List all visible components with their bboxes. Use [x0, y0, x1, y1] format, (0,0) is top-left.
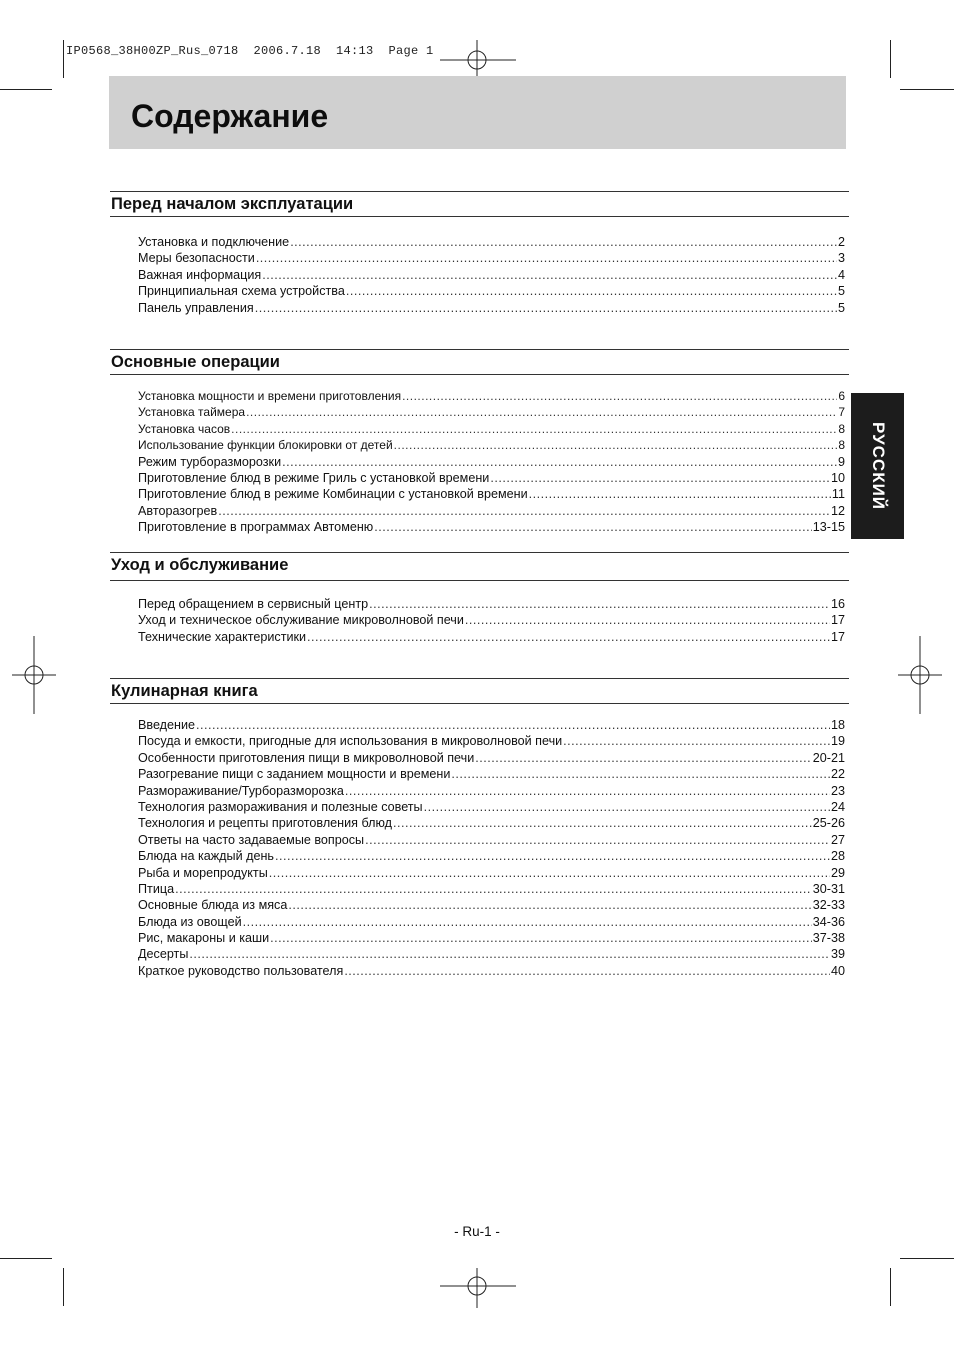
toc-entry-page: 8	[838, 421, 845, 436]
toc-entry[interactable]	[138, 486, 845, 502]
dot-leader	[490, 470, 830, 486]
toc-entry-title: Технология и рецепты приготовления блюд	[138, 816, 392, 831]
toc-entry-page: 10	[830, 470, 845, 485]
crop-mark-top-left-v	[63, 40, 64, 78]
section-care-maintenance	[110, 552, 849, 581]
toc-list-care-maintenance	[138, 596, 845, 645]
toc-list-basic-operations	[138, 388, 845, 536]
section-heading	[110, 349, 849, 375]
dot-leader	[529, 486, 831, 502]
toc-entry-title: Птица	[138, 881, 175, 896]
toc-entry-page: 12	[830, 503, 845, 518]
crop-mark-bottom-right-v	[890, 1268, 891, 1306]
toc-entry[interactable]	[138, 283, 845, 299]
toc-entry-title: Размораживание/Турборазморозка	[138, 783, 344, 798]
dot-leader	[307, 629, 830, 645]
dot-leader	[218, 503, 830, 519]
section-heading	[110, 678, 849, 704]
toc-entry[interactable]	[138, 250, 845, 266]
page-title: Содержание	[131, 98, 329, 134]
toc-entry[interactable]	[138, 733, 845, 749]
toc-entry[interactable]	[138, 783, 845, 799]
dot-leader	[275, 848, 830, 864]
toc-entry[interactable]	[138, 717, 845, 733]
toc-entry-title: Введение	[138, 718, 196, 732]
crop-mark-bottom-right-h	[900, 1258, 954, 1259]
crop-mark-bottom-left-v	[63, 1268, 64, 1306]
toc-entry-page: 23	[830, 783, 845, 798]
toc-entry[interactable]	[138, 897, 845, 913]
toc-entry[interactable]	[138, 596, 845, 612]
section-heading	[110, 191, 849, 217]
toc-entry-title: Приготовление в программах Автоменю	[138, 520, 374, 535]
toc-entry[interactable]	[138, 930, 845, 946]
toc-entry-page: 30-31	[812, 881, 845, 896]
toc-entry[interactable]	[138, 750, 845, 766]
dot-leader	[246, 404, 837, 420]
toc-entry-title: Установка часов	[138, 421, 231, 436]
title-band	[109, 76, 846, 149]
dot-leader	[369, 596, 830, 612]
toc-entry-title: Режим турборазморозки	[138, 454, 282, 469]
toc-list-before-use	[138, 234, 845, 316]
toc-entry[interactable]	[138, 470, 845, 486]
dot-leader	[402, 388, 837, 404]
dot-leader	[475, 750, 812, 766]
page-number: - Ru-1 -	[454, 1224, 500, 1239]
dot-leader	[282, 454, 837, 470]
toc-entry[interactable]	[138, 881, 845, 897]
toc-entry[interactable]	[138, 629, 845, 645]
toc-entry[interactable]	[138, 766, 845, 782]
toc-entry-title: Приготовление блюд в режиме Комбинации с установкой времени	[138, 487, 528, 502]
section-before-use	[110, 191, 849, 217]
dot-leader	[262, 267, 837, 283]
toc-entry-title: Панель управления	[138, 300, 254, 315]
toc-entry-page: 4	[837, 267, 845, 282]
toc-list-cookbook	[138, 717, 845, 979]
dot-leader	[290, 234, 837, 250]
toc-entry[interactable]	[138, 519, 845, 535]
toc-entry[interactable]	[138, 454, 845, 470]
print-job-header: IP0568_38H00ZP_Rus_0718 2006.7.18 14:13 Page 1	[66, 44, 434, 58]
toc-entry-page: 34-36	[812, 914, 845, 929]
toc-entry-title: Установка мощности и времени приготовления	[138, 389, 402, 403]
toc-entry-title: Меры безопасности	[138, 251, 255, 266]
toc-entry-title: Рис, макароны и каши	[138, 931, 270, 946]
toc-entry[interactable]	[138, 388, 845, 404]
section-cookbook	[110, 678, 849, 704]
toc-entry-title: Установка и подключение	[138, 235, 290, 249]
toc-entry-title: Принципиальная схема устройства	[138, 284, 345, 299]
dot-leader	[288, 897, 811, 913]
toc-entry-page: 2	[837, 235, 845, 249]
toc-entry-page: 11	[831, 487, 845, 502]
toc-entry-title: Авторазогрев	[138, 503, 218, 518]
toc-entry[interactable]	[138, 503, 845, 519]
section-heading-text: Уход и обслуживание	[111, 556, 289, 574]
toc-entry[interactable]	[138, 848, 845, 864]
toc-entry-title: Важная информация	[138, 267, 262, 282]
toc-entry-page: 25-26	[812, 816, 845, 831]
dot-leader	[563, 733, 830, 749]
toc-entry-title: Приготовление блюд в режиме Гриль с установкой времени	[138, 470, 490, 485]
dot-leader	[345, 783, 830, 799]
toc-entry-title: Использование функции блокировки от детей	[138, 438, 393, 453]
toc-entry-title: Посуда и емкости, пригодные для использования в микроволновой печи	[138, 734, 563, 749]
toc-entry-title: Блюда на каждый день	[138, 849, 274, 864]
toc-entry-title: Ответы на часто задаваемые вопросы	[138, 832, 365, 847]
toc-entry-page: 28	[830, 849, 845, 864]
toc-entry[interactable]	[138, 421, 845, 437]
toc-entry[interactable]	[138, 300, 845, 316]
toc-entry-title: Десерты	[138, 947, 189, 962]
registration-mark-left	[12, 636, 56, 714]
toc-entry[interactable]	[138, 832, 845, 848]
dot-leader	[424, 799, 830, 815]
dot-leader	[256, 250, 837, 266]
dot-leader	[346, 283, 837, 299]
dot-leader	[465, 612, 830, 628]
toc-entry-page: 13-15	[812, 520, 845, 535]
dot-leader	[374, 519, 812, 535]
toc-entry-page: 37-38	[812, 931, 845, 946]
crop-mark-bottom-left-h	[0, 1258, 52, 1259]
dot-leader	[344, 963, 830, 979]
toc-entry[interactable]	[138, 865, 845, 881]
dot-leader	[196, 717, 830, 733]
toc-entry-page: 18	[830, 718, 845, 732]
toc-entry-page: 6	[838, 389, 845, 403]
dot-leader	[231, 421, 837, 437]
language-tab-label: РУССКИЙ	[868, 421, 888, 511]
dot-leader	[394, 437, 838, 453]
toc-entry-title: Основные блюда из мяса	[138, 898, 288, 913]
toc-entry-page: 16	[830, 597, 845, 611]
toc-entry-page: 22	[830, 767, 845, 782]
section-heading	[110, 552, 849, 581]
toc-entry-page: 17	[830, 629, 845, 644]
toc-entry-page: 9	[837, 454, 845, 469]
toc-entry-page: 19	[830, 734, 845, 749]
toc-entry[interactable]	[138, 612, 845, 628]
toc-entry[interactable]	[138, 404, 845, 420]
registration-mark-bottom	[440, 1268, 516, 1308]
crop-mark-top-left-h	[0, 89, 52, 90]
toc-entry-title: Перед обращением в сервисный центр	[138, 597, 369, 611]
toc-entry-page: 5	[837, 300, 845, 315]
toc-entry[interactable]	[138, 234, 845, 250]
registration-mark-right	[898, 636, 942, 714]
toc-entry-title: Блюда из овощей	[138, 914, 242, 929]
toc-entry-page: 39	[830, 947, 845, 962]
toc-entry-page: 3	[837, 251, 845, 266]
toc-entry-title: Уход и техническое обслуживание микроволновой печи	[138, 613, 464, 628]
toc-entry[interactable]	[138, 799, 845, 815]
toc-entry[interactable]	[138, 437, 845, 453]
toc-entry-page: 20-21	[812, 750, 845, 765]
dot-leader	[189, 946, 830, 962]
toc-entry-page: 27	[830, 832, 845, 847]
section-heading-text: Перед началом эксплуатации	[111, 195, 354, 213]
toc-entry-page: 29	[830, 865, 845, 880]
toc-entry[interactable]	[138, 815, 845, 831]
toc-entry-page: 24	[830, 799, 845, 814]
crop-mark-top-right-h	[900, 89, 954, 90]
toc-entry-title: Рыба и морепродукты	[138, 865, 268, 880]
dot-leader	[175, 881, 812, 897]
toc-entry-title: Установка таймера	[138, 405, 246, 420]
toc-entry-title: Краткое руководство пользователя	[138, 963, 344, 978]
toc-entry-page: 40	[830, 963, 845, 978]
toc-entry[interactable]	[138, 914, 845, 930]
toc-entry[interactable]	[138, 267, 845, 283]
toc-entry-page: 5	[837, 284, 845, 299]
crop-mark-top-right-v	[890, 40, 891, 78]
dot-leader	[255, 300, 837, 316]
dot-leader	[270, 930, 812, 946]
toc-entry-title: Особенности приготовления пищи в микроволновой печи	[138, 750, 475, 765]
toc-entry-page: 7	[838, 405, 845, 420]
section-heading-text: Основные операции	[111, 353, 280, 371]
toc-entry[interactable]	[138, 946, 845, 962]
section-heading-text: Кулинарная книга	[111, 682, 258, 700]
toc-entry[interactable]	[138, 963, 845, 979]
toc-entry-page: 32-33	[812, 898, 845, 913]
dot-leader	[243, 914, 812, 930]
dot-leader	[451, 766, 830, 782]
toc-entry-page: 8	[838, 438, 845, 453]
section-basic-operations	[110, 349, 849, 375]
toc-entry-title: Технические характеристики	[138, 629, 307, 644]
dot-leader	[269, 865, 830, 881]
toc-entry-title: Технология размораживания и полезные советы	[138, 799, 423, 814]
toc-entry-page: 17	[830, 613, 845, 628]
language-tab	[851, 393, 904, 539]
dot-leader	[393, 815, 812, 831]
registration-mark-top	[440, 40, 516, 80]
dot-leader	[365, 832, 830, 848]
toc-entry-title: Разогревание пищи с заданием мощности и времени	[138, 767, 451, 782]
